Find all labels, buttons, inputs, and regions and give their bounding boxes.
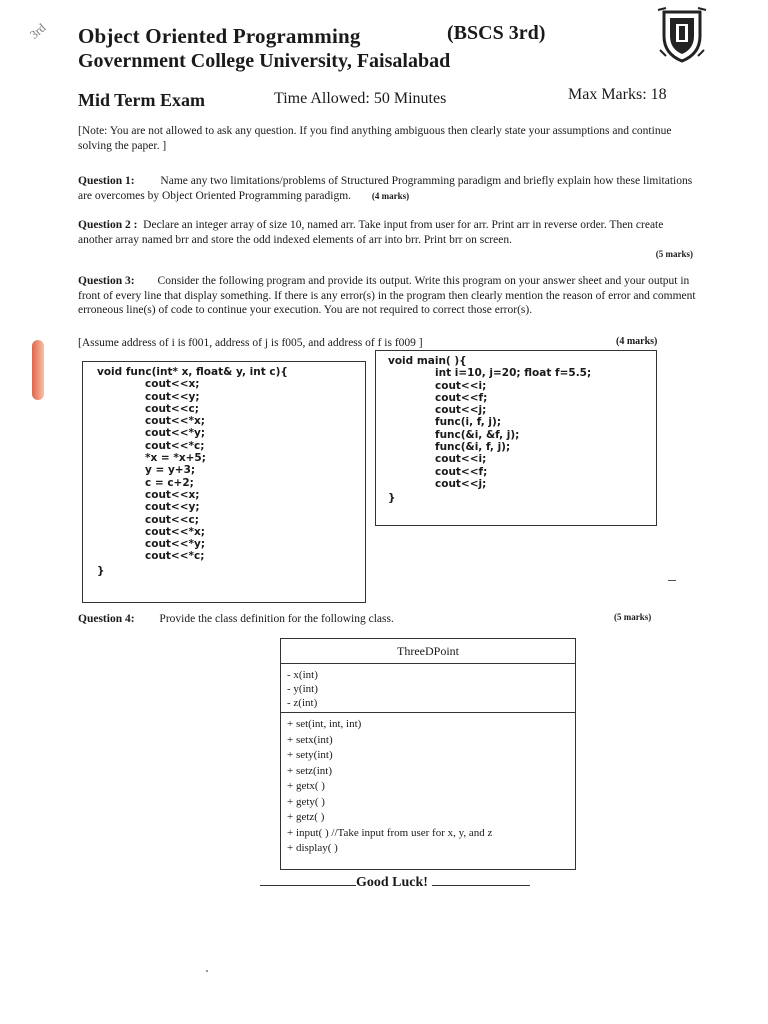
code-line: cout<<x; <box>145 488 200 501</box>
code-line: cout<<y; <box>145 390 200 403</box>
uml-attributes <box>281 664 575 713</box>
question-2 <box>78 218 693 262</box>
code-block-main <box>375 350 657 526</box>
code-line: int i=10, j=20; float f=5.5; <box>435 367 592 380</box>
uml-method: + gety( ) <box>287 795 325 808</box>
course-title: Object Oriented Programming <box>78 24 361 48</box>
code-close-brace: } <box>388 492 396 505</box>
question-3-marks: (4 marks) <box>616 336 658 347</box>
code-line: cout<<*x; <box>145 415 205 428</box>
code-line: cout<<f; <box>435 465 488 478</box>
university-logo-icon <box>656 6 708 64</box>
question-1-marks: (4 marks) <box>371 190 410 201</box>
question-1-label: Question 1: <box>78 175 135 187</box>
stray-dot <box>206 970 208 972</box>
exam-note: [Note: You are not allowed to ask any question. If you find anything ambiguous then clearly state your assumptions and continue solving the paper. ] <box>78 125 672 152</box>
code-block-func <box>82 361 366 603</box>
code-line: cout<<y; <box>145 501 200 514</box>
code-line: y = y+3; <box>145 464 196 477</box>
good-luck-text: Good Luck! <box>356 875 428 890</box>
code-main-header: void main( ){ <box>388 355 467 367</box>
code-line: func(&i, f, j); <box>435 441 511 454</box>
code-line: cout<<x; <box>145 378 200 391</box>
code-line: c = c+2; <box>145 476 194 489</box>
red-margin-mark <box>32 340 44 400</box>
question-3 <box>78 274 706 318</box>
uml-attribute: - y(int) <box>287 683 318 695</box>
question-3-label: Question 3: <box>78 275 135 287</box>
university-name: Government College University, Faisalabad <box>78 50 451 72</box>
question-3-text: Consider the following program and provide its output. Write this program on your answer sheet and your output in front of every line that display something. If there is any error(s) in the program then clearly mention the reason of error and comment erroneous line(s) of code to continue your execution. You are not required to correct those error(s). <box>78 275 696 316</box>
code-func-header: void func(int* x, float& y, int c){ <box>97 366 288 378</box>
code-line: cout<<*c; <box>145 550 205 563</box>
uml-attribute: - x(int) <box>287 669 318 681</box>
code-line: cout<<f; <box>435 391 488 404</box>
question-2-label: Question 2 : <box>78 219 138 231</box>
program-label: (BSCS 3rd) <box>447 22 546 44</box>
code-line: cout<<c; <box>145 402 199 415</box>
good-luck-footer <box>260 875 530 891</box>
stray-mark <box>668 580 676 581</box>
question-1 <box>78 174 693 203</box>
margin-scribble: 3rd <box>27 20 49 42</box>
code-line: cout<<c; <box>145 513 199 526</box>
uml-class-name: ThreeDPoint <box>281 639 575 664</box>
question-4-marks: (5 marks) <box>614 612 652 622</box>
question-2-marks: (5 marks) <box>655 249 693 259</box>
code-line: cout<<j; <box>435 477 487 490</box>
underline-left <box>260 885 356 886</box>
code-line: cout<<*y; <box>145 427 206 440</box>
time-allowed: Time Allowed: 50 Minutes <box>274 90 447 107</box>
uml-method: + getz( ) <box>287 811 325 823</box>
code-line: cout<<*x; <box>145 525 205 538</box>
uml-method: + setz(int) <box>287 764 332 777</box>
code-line: cout<<i; <box>435 453 487 466</box>
code-line: cout<<i; <box>435 379 487 392</box>
uml-method: + getx( ) <box>287 780 325 792</box>
underline-right <box>432 885 530 886</box>
question-4-label: Question 4: <box>78 613 135 625</box>
uml-class-diagram <box>280 638 576 870</box>
code-line: cout<<j; <box>435 404 487 417</box>
uml-method: + set(int, int, int) <box>287 718 362 730</box>
code-line: func(&i, &f, j); <box>435 428 520 441</box>
uml-method: + display( ) <box>287 842 338 854</box>
question-4-text: Provide the class definition for the following class. <box>159 613 394 625</box>
uml-attribute: - z(int) <box>287 697 318 709</box>
uml-method: + input( ) //Take input from user for x, y, and z <box>287 826 493 839</box>
question-4 <box>78 613 394 625</box>
exam-type: Mid Term Exam <box>78 90 206 110</box>
question-3-assumption: [Assume address of i is f001, address of j is f005, and address of f is f009 ] <box>78 337 423 349</box>
uml-method: + sety(int) <box>287 749 333 761</box>
max-marks: Max Marks: 18 <box>568 86 667 103</box>
code-line: func(i, f, j); <box>435 416 502 429</box>
code-close-brace: } <box>97 564 105 577</box>
uml-method: + setx(int) <box>287 733 333 746</box>
question-1-text: Name any two limitations/problems of Structured Programming paradigm and briefly explain how these limitations are overcomes by Object Oriented Programming paradigm. <box>78 175 693 202</box>
code-line: *x = *x+5; <box>145 452 206 465</box>
uml-methods <box>281 713 575 861</box>
code-line: cout<<*c; <box>145 439 205 452</box>
code-line: cout<<*y; <box>145 538 206 551</box>
question-2-text: Declare an integer array of size 10, named arr. Take input from user for arr. Print arr in reverse order. Then create another array named brr and store the odd indexed elements of arr into brr. Print brr on screen. <box>78 219 664 246</box>
